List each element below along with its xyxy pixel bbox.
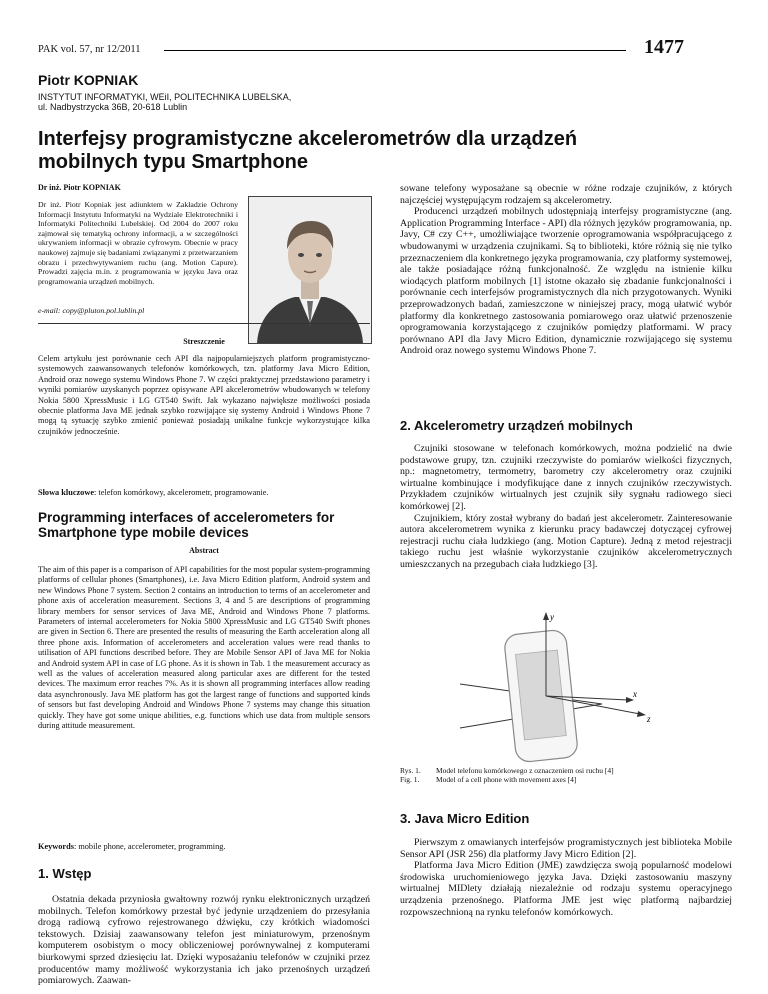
abstract-text: The aim of this paper is a comparison of API capabilities for the most popular system-programming platforms of cellular phones (Smartphones), i.e. Java Micro Edition platform, Android system and new Windows Phone 7 system. Section 2 contains an introduction to terms of an accelerometer and phone axis of acceleration measurement. Sections 3, 4 and 5 are descriptions of programming library members for sensor services of Java ME, Android and Windows Phone 7 platforms. Parameters of internal accelerometers for Nokia 5800 XpressMusic and LG GT540 Swift phones are given in Section 6. There are presented the results of measuring the Earth acceleration along all three phone axis. Information of accelerometers and acceleration values were read thanks to utilisation of API functions described before. They are Mobile Sensor API of Java ME for Nokia and Android system API in case of LG phone. As it is shown in Tab. 1 the measurement accuracy as well as the values of acceleration measured along particular axes are different for the tested devices. The maximum error reaches 7%. As it is shown all programming interfaces allow reading data asynchronously. Java ME platform has got the largest range of functions and supported kinds of sensors but fast developing Android and Windows Phone 7 systems may change this situation quickly. They have got some unique abilities, e.g. functions which use data from multiple sensors during attitude measurement. [38, 565, 370, 731]
figure-phone-axes [450, 610, 690, 764]
figure-caption [400, 766, 732, 784]
section-1-heading: 1. Wstęp [38, 866, 92, 881]
axis-x-label: x [633, 689, 637, 699]
caption-en-text: Model of a cell phone with movement axes [4] [436, 775, 577, 784]
keywords-en-values: : mobile phone, accelerometer, programming. [73, 842, 226, 851]
caption-pl-label: Rys. 1. [400, 766, 421, 775]
author-portrait-image [249, 197, 371, 343]
author-affiliation [38, 92, 291, 112]
author-name: Piotr KOPNIAK [38, 72, 139, 88]
axis-z-label: z [647, 714, 651, 724]
affiliation-line-2: ul. Nadbystrzycka 36B, 20-618 Lublin [38, 102, 188, 112]
bio-heading: Dr inż. Piotr KOPNIAK [38, 183, 121, 192]
section-3-heading: 3. Java Micro Edition [400, 811, 530, 826]
journal-header: PAK vol. 57, nr 12/2011 [38, 44, 141, 55]
keywords-en [38, 842, 370, 851]
caption-en-label: Fig. 1. [400, 775, 420, 784]
author-email: e-mail: copy@pluton.pol.lublin.pl [38, 306, 145, 315]
keywords-pl-label: Słowa kluczowe [38, 488, 95, 497]
abstract-heading: Abstract [189, 546, 219, 555]
section-2-paragraph-2: Czujnikiem, który został wybrany do badań jest akcelerometr. Zainteresowanie autora akcelerometrem wynika z kierunku pracy badawczej dotyczącej cyfrowej rejestracji ruchu ciała ludzkiego (ang. Motion Capture). Jedną z metod rejestracji takiego ruchu jest właśnie wykorzystanie czujników akcelerometrycznych umieszczanych na przegubach ciała ludzkiego [3]. [400, 512, 732, 570]
page-number: 1477 [644, 36, 684, 58]
bio-text: Dr inż. Piotr Kopniak jest adiunktem w Zakładzie Ochrony Informacji Instytutu Informatyki na Wydziale Elektrotechniki i Informatyki Politechniki Lubelskiej. Od 2004 do 2007 roku zajmował się tematyką ochrony informacji, a w szczególności ukrywaniem informacji w obrazie cyfrowym. Obecnie w pracy naukowej zajmuje się badaniami związanymi z przetwarzaniem obrazu i przechwytywaniem ruchu (ang. Motion Capure). Prowadzi zajęcia m.in. z programowania w języku Java oraz programowania urządzeń mobilnych. [38, 200, 238, 286]
section-3-paragraph-2: Platforma Java Micro Edition (JME) zawdzięcza swoją popularność modelowi środowiska uruchomieniowego języka Java. Dzięki zastosowaniu maszyny wirtualnej MIDlety działają niezależnie od rodzaju systemu operacyjnego urządzenia przenośnego. Platforma JME jest więc platformą najbardziej rozpowszechnioną na rynku telefonów komórkowych. [400, 860, 732, 918]
intro-continuation [400, 183, 732, 357]
keywords-en-label: Keywords [38, 842, 74, 851]
intro-paragraph-1: sowane telefony wyposażane są obecnie w różne rodzaje czujników, z których najczęściej występującym rodzajem są akcelerometry. [400, 183, 732, 206]
axis-y-label: y [550, 612, 554, 622]
header-rule [164, 50, 626, 51]
intro-paragraph-2: Producenci urządzeń mobilnych udostępniają interfejsy programistyczne (ang. Application Programming Interface - API) dla różnych języków programowania, np. Javy, C# czy C++, umożliwiające tworzenie oprogramowania współpracującego z wbudowanymi w urządzenia czujnikami. Są to biblioteki, które różnią się nie tylko przeznaczeniem dla konkretnego języka programowania, czy platformy systemowej, ale także posiadające różną funkcjonalność. Ze względu na istnienie kilku wiodących platform mobilnych [1] istotne okazało się zbadanie funkcjonalności i porównanie cech interfejsów programistycznych dla nich przygotowanych. Wyniki przeprowadzonych badań, zamieszczone w niniejszej pracy, mogą ułatwić wybór platformy dla konkretnego zastosowania pomiarowego oraz ułatwić przenoszenie oprogramowania korzystającego z czujników pomiędzy platformami. W pracy porównano API dla Javy Micro Edition, dynamicznie rozwijającego się systemu Android oraz nowego systemu Windows Phone 7. [400, 206, 732, 357]
caption-en [400, 775, 732, 784]
section-1-text: Ostatnia dekada przyniosła gwałtowny rozwój rynku elektronicznych urządzeń mobilnych. Telefon komórkowy przestał być jedynie urządzeniem do przesyłania drogą radiową cyfrowo rejestrowanego dźwięku, czy krótkich wiadomości tekstowych. Dzisiaj zaawansowany telefon jest miniaturowym, przenośnym komputerem osobistym o mocy obliczeniowej porównywalnej z komputerami biurkowymi sprzed dziesięciu lat. Dzięki wyposażaniu telefonów w czujniki przez producentów mamy możliwość wykorzystania ich jako przenośnych urządzeń pomiarowych. Zaawan- [38, 894, 370, 987]
bio-divider [38, 323, 370, 324]
streszczenie-text: Celem artykułu jest porównanie cech API dla najpopularniejszych platform programistyczno-systemowych zaawansowanych telefonów komórkowych, tzn. platformy Java Micro Edition, Android oraz nowego systemu Windows Phone 7. W części praktycznej przedstawiono parametry i wyniki pomiarów uzyskanych poprzez opisywane API akcelerometrów wbudowanych w telefony Nokia 5800 XpressMusic i LG GT540 Swift. Jak wykazano największe możliwości posiada obecnie platforma Java ME jednak szybko rozwijające się systemy Android i Windows Phone 7 mogą tą sytuację szybko zmienić ponieważ posiadają unikalne funkcje wykorzystujące kilka czujników jednocześnie. [38, 354, 370, 436]
streszczenie-heading: Streszczenie [183, 337, 225, 346]
keywords-pl-values: : telefon komórkowy, akcelerometr, programowanie. [94, 488, 269, 497]
author-photo [248, 196, 372, 344]
paper-title: Interfejsy programistyczne akcelerometrów dla urządzeń mobilnych typu Smartphone [38, 128, 578, 173]
section-2-heading: 2. Akcelerometry urządzeń mobilnych [400, 418, 633, 433]
affiliation-line-1: INSTYTUT INFORMATYKI, WEiI, POLITECHNIKA LUBELSKA, [38, 92, 292, 102]
caption-pl [400, 766, 732, 775]
phone-axes-diagram [450, 610, 690, 764]
section-2-body [400, 443, 732, 571]
english-title: Programming interfaces of accelerometers for Smartphone type mobile devices [38, 510, 335, 540]
caption-pl-text: Model telefonu komórkowego z oznaczeniem osi ruchu [4] [436, 766, 614, 775]
section-3-paragraph-1: Pierwszym z omawianych interfejsów programistycznych jest biblioteka Mobile Sensor API (JSR 256) dla platformy Javy Micro Edition [2]. [400, 837, 732, 860]
keywords-pl [38, 488, 370, 497]
section-3-body [400, 837, 732, 918]
section-2-paragraph-1: Czujniki stosowane w telefonach komórkowych, można podzielić na dwie podstawowe grupy, tzn. czujniki rzeczywiste do pomiarów wielkości fizycznych, np.: magnetometry, termometry, barometry czy akcelerometry oraz czujniki wirtualne kombinujące i modyfikujące dane z innych czujników rzeczywistych. Przykładem czujników wirtualnych jest czujnik siły sygnału radiowego sieci komórkowej [2]. [400, 443, 732, 512]
